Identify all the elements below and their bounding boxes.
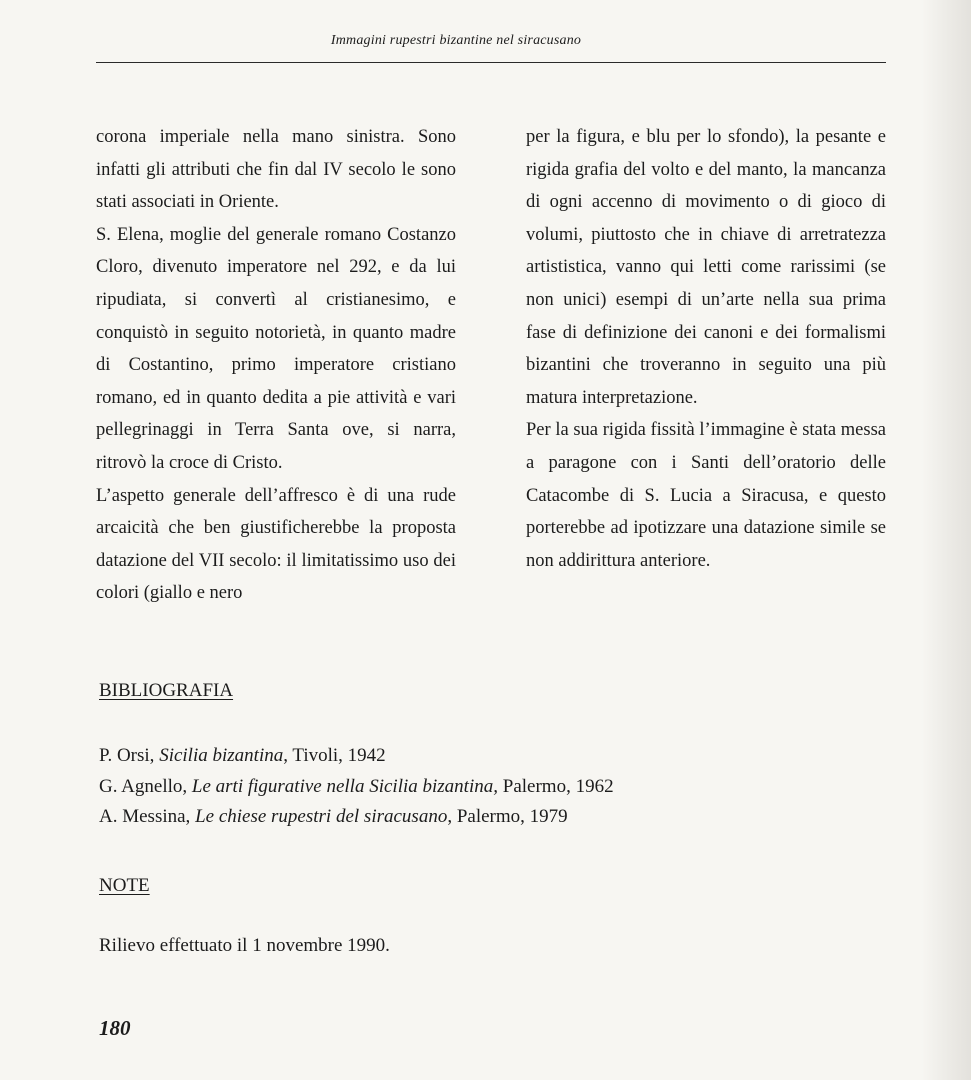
bibliography-publication: , Tivoli, 1942 — [283, 745, 386, 766]
bibliography-title: Le arti figurative nella Sicilia bizantina, — [191, 775, 498, 797]
running-header — [98, 33, 886, 49]
right-paragraph: per la figura, e blu per lo sfondo), la pesante e rigida grafia del volto e del manto, la mancanza di ogni accenno di movimento o di gioco di volumi, piuttosto che in chiave di arretratezza artististica, vanno qui letti come rarissimi (se non unici) esempi di un’arte nella sua prima fase di definizione dei canoni e dei formalismi bizantini che troveranno in seguito una più matura interpretazione. — [526, 127, 886, 408]
right-column — [526, 121, 886, 577]
bibliography-publication: , Palermo, 1979 — [447, 806, 568, 827]
bibliography-publication: Palermo, 1962 — [498, 775, 614, 797]
bibliography-heading: BIBLIOGRAFIA — [99, 680, 234, 701]
bibliography-author: G. Agnello, — [99, 775, 192, 797]
page-edge-shadow — [921, 0, 971, 1080]
left-paragraph: S. Elena, moglie del generale romano Costanzo Cloro, divenuto imperatore nel 292, e da lui ripudiata, si convertì al cristianesimo, e conquistò in seguito notorietà, in quanto madre di Costantino, primo imperatore cristiano romano, ed in quanto dedita a pie attività e vari pellegrinaggi in Terra Santa ove, si narra, ritrovò la croce di Cristo. — [96, 224, 456, 473]
left-column — [96, 121, 456, 610]
bibliography-entry — [99, 741, 879, 772]
left-paragraph: L’aspetto generale dell’affresco è di una rude arcaicità che ben giustificherebbe la proposta datazione del VII secolo: il limitatissimo uso dei colori (giallo e nero — [96, 485, 456, 604]
bibliography-title: Sicilia bizantina — [159, 745, 284, 766]
bibliography-title: Le chiese rupestri del siracusano — [195, 806, 448, 827]
bibliography-entry — [99, 802, 879, 833]
right-paragraph: Per la sua rigida fissità l’immagine è stata messa a paragone con i Santi dell’oratorio delle Catacombe di S. Lucia a Siracusa, e questo porterebbe ad ipotizzare una datazione simile se non addirittura anteriore. — [526, 420, 886, 571]
header-rule — [96, 62, 886, 63]
bibliography-entry — [99, 772, 879, 803]
notes-heading: NOTE — [99, 875, 150, 896]
bibliography-author: A. Messina, — [99, 806, 196, 827]
bibliography-author: P. Orsi, — [99, 745, 160, 766]
page-number: 180 — [99, 1016, 131, 1040]
left-paragraph: corona imperiale nella mano sinistra. Sono infatti gli attributi che fin dal IV secolo le sono stati associati in Oriente. — [96, 127, 456, 213]
running-title: Immagini rupestri bizantine nel siracusano — [330, 33, 582, 48]
bibliography-list — [99, 741, 879, 833]
note-text: Rilievo effettuato il 1 novembre 1990. — [99, 935, 390, 956]
